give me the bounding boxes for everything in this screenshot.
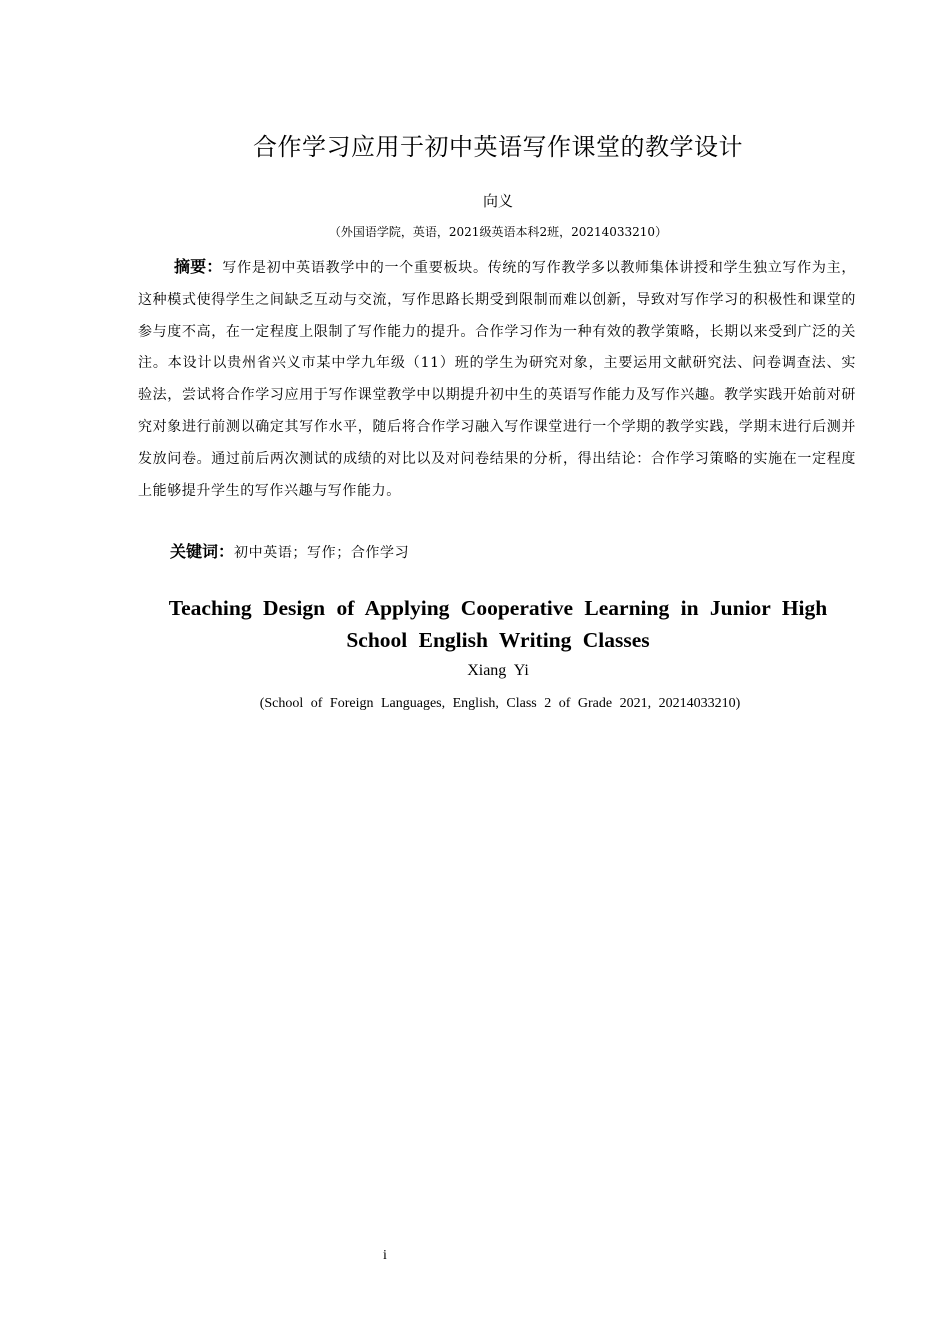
page-number: i (383, 1248, 387, 1263)
chinese-keywords (170, 538, 409, 567)
chinese-abstract (138, 251, 856, 507)
keywords-text: 初中英语；写作；合作学习 (234, 545, 410, 561)
english-author: Xiang Yi (467, 662, 529, 679)
english-title: Teaching Design of Applying Cooperative Learning in Junior High School English Writing Classes (168, 596, 828, 652)
english-affiliation: (School of Foreign Languages, English, Class 2 of Grade 2021, 20214033210) (259, 696, 741, 711)
chinese-author: 向义 (482, 192, 513, 210)
chinese-title: 合作学习应用于初中英语写作课堂的教学设计 (253, 133, 743, 161)
chinese-affiliation: （外国语学院，英语，2021级英语本科2班，20214033210） (328, 225, 668, 239)
abstract-label: 摘要： (174, 257, 223, 276)
abstract-text: 写作是初中英语教学中的一个重要板块。传统的写作教学多以教师集体讲授和学生独立写作为主，这种模式使得学生之间缺乏互动与交流，写作思路长期受到限制而难以创新，导致对写作学习的积极性和课堂的参与度不高，在一定程度上限制了写作能力的提升。合作学习作为一种有效的教学策略，长期以来受到广泛的关注。本设计以贵州省兴义市某中学九年级（11）班的学生为研究对象，主要运用文献研究法、问卷调查法、实验法，尝试将合作学习应用于写作课堂教学中以期提升初中生的英语写作能力及写作兴趣。教学实践开始前对研究对象进行前测以确定其写作水平，随后将合作学习融入写作课堂进行一个学期的教学实践，学期末进行后测并发放问卷。通过前后两次测试的成绩的对比以及对问卷结果的分析，得出结论：合作学习策略的实施在一定程度上能够提升学生的写作兴趣与写作能力。 (138, 260, 856, 499)
keywords-label: 关键词： (170, 542, 235, 561)
